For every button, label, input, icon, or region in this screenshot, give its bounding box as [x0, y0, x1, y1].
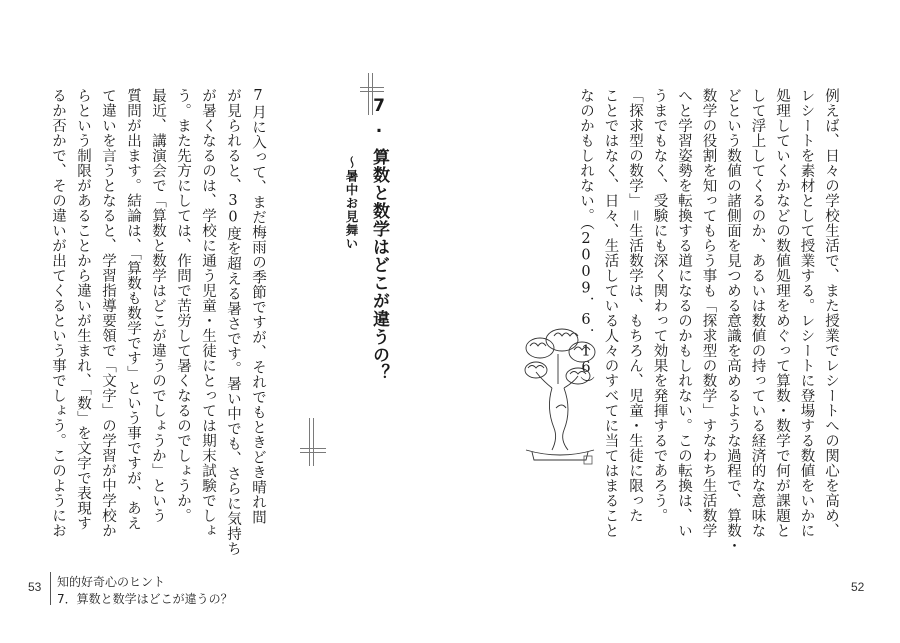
text-column: レシートを素材として授業する。レシートに登場する数値をいかに: [798, 88, 815, 538]
section-title-block: [332, 88, 392, 448]
page-number-right: 52: [851, 580, 865, 594]
text-column: て違いを言うとなると、学習指導要領で「文字」の学習が中学校か: [100, 88, 116, 538]
text-column: らという制限があることから違いが生まれ、「数」を文字で表現す: [75, 88, 91, 531]
ornament-cross-bottom: [300, 418, 326, 466]
text-column: して浮上してくるのか、あるいは数値の持っている経済的な意味な: [749, 88, 766, 538]
section-title: [367, 96, 392, 382]
text-column: 最近、講演会で「算数と数学はどこが違うのでしょうか」という: [150, 88, 166, 523]
text-column: どという数値の諸側面を見つめる意識を高めるような過程で、算数・: [725, 88, 741, 553]
text-column: 数学の役割を知ってもらう事も「探求型の数学」すなわち生活数学: [700, 88, 717, 538]
section-title-text: 算数と数学はどこが違うの？: [369, 148, 389, 382]
text-column: 例えば、日々の学校生活で、また授業でレシートへの関心を高め、: [823, 88, 839, 538]
section-number: 7.: [369, 96, 389, 138]
section-subtitle: ～暑中お見舞い: [344, 156, 359, 251]
text-column: へと学習姿勢を転換する道になるのかもしれない。この転換は、い: [676, 88, 692, 538]
page-number-left: 53: [28, 580, 42, 594]
text-column: ことではなく、日々、生活している人々のすべてに当てはまること: [602, 88, 619, 538]
running-subheader: 7．算数と数学はどこが違うの？: [57, 592, 233, 606]
text-column: なのかもしれない。（2009．6．16）: [578, 88, 594, 392]
text-column: 質問が出ます。結論は、「算数も数学です」という事ですが、あえ: [125, 88, 141, 531]
text-column: が暑くなるのは、学校に通う児童・生徒にとっては期末試験でしょ: [200, 88, 216, 538]
text-column: う。また先方にしては、作問で苦労して暑くなるのでしょうか。: [175, 88, 191, 523]
text-column: うまでもなく、受験にも深く関わって効果を発揮するであろう。: [651, 88, 668, 523]
running-header: 知的好奇心のヒント: [57, 575, 166, 589]
text-column: 「探求型の数学」＝生活数学は、もちろん、児童・生徒に限った: [627, 88, 643, 523]
text-column: が見られると、30度を超える暑さです。暑い中でも、さらに気持ち: [225, 88, 241, 556]
text-column: 7月に入って、まだ梅雨の季節ですが、それでもときどき晴れ間: [250, 88, 266, 525]
text-column: 処理していくかなどの数値処理をめぐって算数・数学で何が課題と: [774, 88, 790, 538]
text-column: るか否かで、その違いが出てくるという事でしょう。このようにお: [50, 88, 66, 538]
bonsai-tree-drawing-icon: [518, 318, 600, 470]
footer-divider: [50, 572, 51, 605]
